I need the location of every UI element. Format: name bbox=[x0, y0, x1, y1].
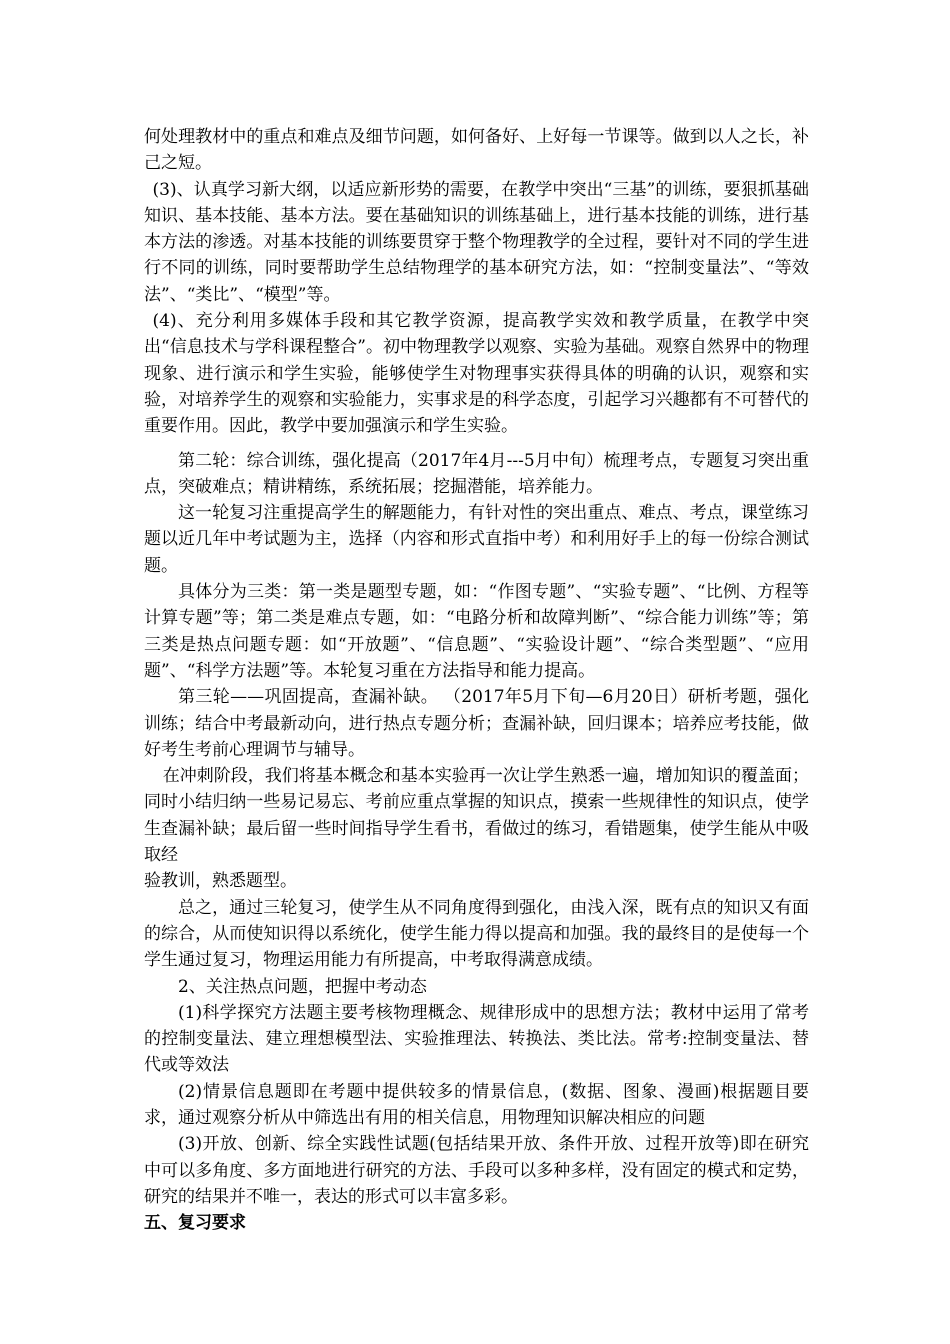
paragraph-item-3: (3)、认真学习新大纲，以适应新形势的需要，在教学中突出“三基”的训练，要狠抓基础知识、基本技能、基本方法。要在基础知识的训练基础上，进行基本技能的训练，进行基本方法的渗透。对基本技能的训练要贯穿于整个物理教学的全过程，要针对不同的学生进行不同的训练，同时要帮助学生总结物理学的基本研究方法，如：“控制变量法”、“等效法”、“类比”、“模型”等。 bbox=[144, 179, 809, 305]
paragraph-hotspot-3: (3)开放、创新、综全实践性试题(包括结果开放、条件开放、过程开放等)即在研究中可以多角度、多方面地进行研究的方法、手段可以多种多样，没有固定的模式和定势，研究的结果并不唯一，表达的形式可以丰富多彩。 bbox=[144, 1134, 809, 1207]
paragraph-categories: 具体分为三类：第一类是题型专题，如：“作图专题”、“实验专题”、“比例、方程等计算专题”等；第二类是难点专题，如：“电路分析和故障判断”、“综合能力训练”等；第三类是热点问题专题：如“开放题”、“信息题”、“实验设计题”、“综合类型题”、“应用题”、“科学方法题”等。本轮复习重在方法指导和能力提高。 bbox=[144, 582, 809, 681]
paragraph-hotspot-2: (2)情景信息题即在考题中提供较多的情景信息，(数据、图象、漫画)根据题目要求，通过观察分析从中筛选出有用的相关信息，用物理知识解决相应的问题 bbox=[144, 1081, 809, 1128]
paragraph-summary: 总之，通过三轮复习，使学生从不同角度得到强化，由浅入深，既有点的知识又有面的综合，从而使知识得以系统化，使学生能力得以提高和加强。我的最终目的是使每一个学生通过复习，物理运用能力有所提高，中考取得满意成绩。 bbox=[144, 897, 809, 971]
paragraph-sprint-stage: 在冲刺阶段，我们将基本概念和基本实验再一次让学生熟悉一遍，增加知识的覆盖面；同时小结归纳一些易记易忘、考前应重点掌握的知识点，摸索一些规律性的知识点，使学生查漏补缺；最后留一些时间指导学生看书，看做过的练习，看错题集，使学生能从中吸取经 bbox=[144, 766, 809, 866]
paragraph-hotspot-1: (1)科学探究方法题主要考核物理概念、规律形成中的思想方法；教材中运用了常考的控制变量法、建立理想模型法、实验推理法、转换法、类比法。常考:控制变量法、替代或等效法 bbox=[144, 1002, 809, 1076]
paragraph-continuation: 何处理教材中的重点和难点及细节问题，如何备好、上好每一节课等。做到以人之长，补己之短。 bbox=[144, 127, 809, 174]
paragraph-item-4: (4)、充分利用多媒体手段和其它教学资源，提高教学实效和教学质量，在教学中突出“信息技术与学科课程整合”。初中物理教学以观察、实验为基础。观察自然界中的物理现象、进行演示和学生实验，能够使学生对物理事实获得具体的明确的认识，观察和实验，对培养学生的观察和实验能力，实事求是的科学态度，引起学习兴趣都有不可替代的重要作用。因此，教学中要加强演示和学生实验。 bbox=[144, 311, 809, 437]
paragraph-hotspot-title: 2、关注热点问题，把握中考动态 bbox=[178, 976, 427, 997]
paragraph-sprint-stage-end: 验教训，熟悉题型。 bbox=[144, 871, 297, 892]
paragraph-round-two-detail: 这一轮复习注重提高学生的解题能力，有针对性的突出重点、难点、考点，课堂练习题以近几年中考试题为主，选择（内容和形式直指中考）和利用好手上的每一份综合测试题。 bbox=[144, 503, 809, 576]
paragraph-round-two: 第二轮：综合训练，强化提高（2017年4月---5月中旬）梳理考点，专题复习突出重点，突破难点；精讲精练，系统拓展；挖掘潜能，培养能力。 bbox=[144, 450, 809, 497]
paragraph-round-three: 第三轮——巩固提高，查漏补缺。 （2017年5月下旬—6月20日）研析考题，强化训练；结合中考最新动向，进行热点专题分析；查漏补缺，回归课本；培养应考技能，做好考生考前心理调节与辅导。 bbox=[144, 687, 809, 760]
section-heading: 五、复习要求 bbox=[144, 1213, 246, 1234]
document-body bbox=[144, 124, 809, 1236]
